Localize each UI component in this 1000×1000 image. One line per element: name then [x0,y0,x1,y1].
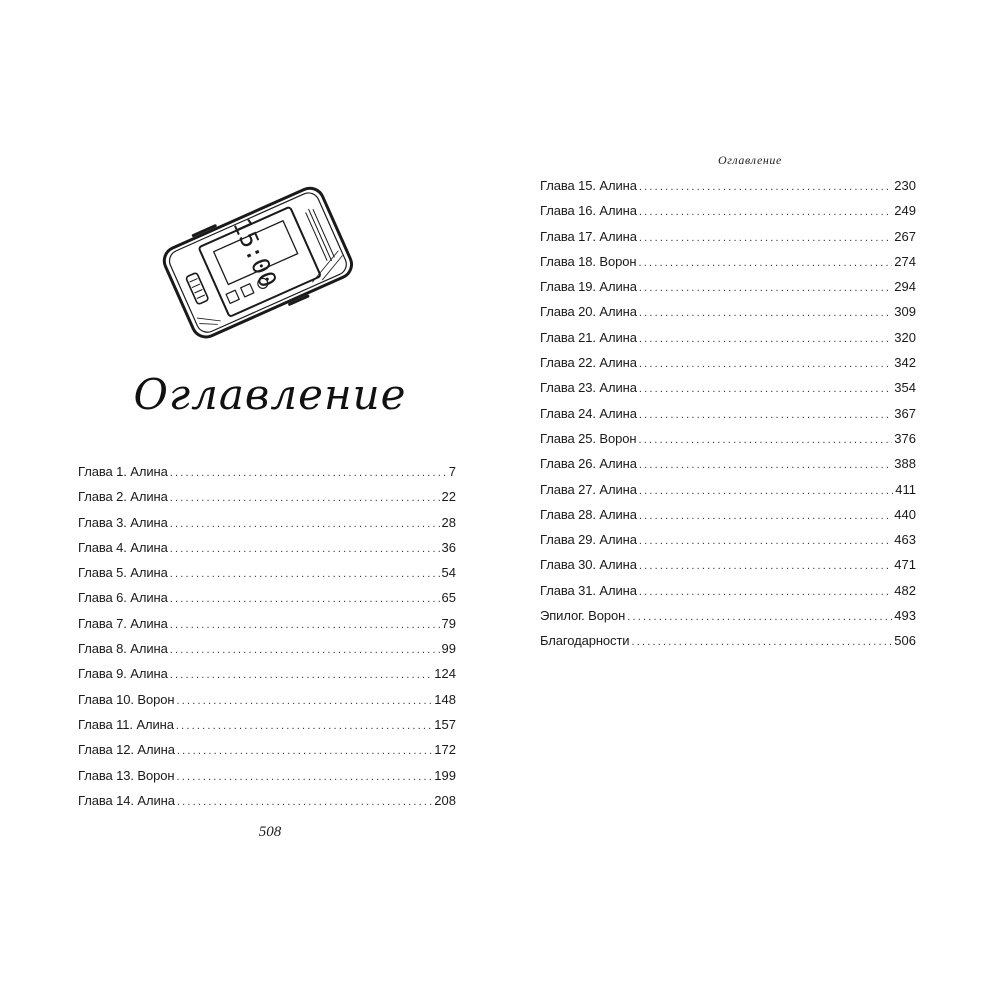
toc-entry-page: 208 [434,792,456,808]
toc-entry-title: Глава 25. Ворон [540,430,637,446]
toc-entry [78,489,456,514]
toc-entry-page: 267 [894,228,916,244]
toc-entry-page: 249 [894,203,916,219]
dot-leader [176,720,432,732]
toc-entry-page: 7 [448,464,456,479]
dot-leader [170,492,440,504]
dot-leader [176,695,432,707]
toc-entry-title: Глава 14. Алина [78,792,175,808]
toc-entry-page: 463 [894,532,916,548]
toc-entry [540,178,916,203]
dot-leader [639,307,892,319]
toc-entry-title: Глава 29. Алина [540,532,637,548]
toc-entry-title: Глава 16. Алина [540,203,637,219]
toc-entry [78,565,456,590]
toc-entry-title: Глава 11. Алина [78,716,174,732]
toc-entry [540,482,916,507]
toc-entry [540,254,916,279]
toc-entry-title: Глава 2. Алина [78,489,168,505]
toc-entry-page: 148 [434,691,456,707]
dot-leader [639,510,892,522]
toc-entry [540,532,916,557]
running-header: Оглавление [718,153,782,167]
smartphone-icon [150,175,365,350]
toc-entry-title: Глава 20. Алина [540,304,637,320]
toc-entry-page: 65 [441,590,456,606]
toc-entry [78,590,456,615]
toc-entry [540,406,916,431]
page-number: 508 [258,824,282,840]
toc-entry-title: Благодарности [540,633,630,649]
toc-entry-page: 79 [441,615,456,631]
toc-entry-title: Глава 28. Алина [540,506,637,522]
toc-entry-page: 482 [894,582,916,598]
toc-entry-title: Глава 31. Алина [540,582,637,598]
dot-leader [170,619,440,631]
toc-entry-page: 367 [894,405,916,421]
toc-entry-page: 230 [894,178,916,193]
toc-entry-page: 22 [441,489,456,505]
toc-entry-title: Глава 10. Ворон [78,691,175,707]
toc-entry-title: Глава 7. Алина [78,615,168,631]
toc-entry-title: Глава 26. Алина [540,456,637,472]
dot-leader [627,611,892,623]
toc-entry-page: 376 [894,430,916,446]
toc-entry-title: Глава 17. Алина [540,228,637,244]
toc-entry-title: Глава 9. Алина [78,666,168,682]
dot-leader [639,586,892,598]
toc-entry-title: Глава 3. Алина [78,514,168,530]
toc-entry [540,355,916,380]
dot-leader [170,467,447,479]
toc-entry-title: Глава 13. Ворон [78,767,175,783]
toc-entry [78,515,456,540]
dot-leader [638,257,892,269]
dot-leader [639,181,892,193]
toc-entry-page: 274 [894,253,916,269]
toc-entry-page: 388 [894,456,916,472]
toc-entry [540,431,916,456]
toc-entry-page: 199 [434,767,456,783]
dot-leader [638,434,892,446]
toc-entry-page: 294 [894,279,916,295]
toc-entry [540,304,916,329]
toc-list-right [540,178,916,659]
toc-entry-title: Глава 19. Алина [540,279,637,295]
page-title: Оглавление [133,370,407,419]
toc-entry-title: Глава 22. Алина [540,355,637,371]
toc-entry [78,666,456,691]
toc-entry [78,717,456,742]
toc-entry [540,507,916,532]
dot-leader [639,333,892,345]
toc-entry-page: 172 [434,742,456,758]
toc-entry-page: 342 [894,355,916,371]
toc-entry [540,330,916,355]
toc-entry-page: 471 [894,557,916,573]
toc-entry-title: Глава 30. Алина [540,557,637,573]
toc-entry-page: 320 [894,329,916,345]
toc-entry-page: 28 [441,514,456,530]
dot-leader [177,745,432,757]
dot-leader [639,459,892,471]
toc-entry [540,633,916,658]
toc-entry [540,380,916,405]
dot-leader [639,358,892,370]
dot-leader [176,771,432,783]
toc-entry-page: 411 [895,481,916,497]
toc-entry-title: Глава 1. Алина [78,464,168,479]
dot-leader [639,383,892,395]
toc-entry-title: Глава 5. Алина [78,565,168,581]
toc-entry [540,229,916,254]
toc-entry [78,742,456,767]
toc-entry [540,279,916,304]
toc-entry [78,464,456,489]
dot-leader [639,282,892,294]
dot-leader [639,232,892,244]
dot-leader [639,535,892,547]
toc-entry [540,203,916,228]
toc-entry [540,456,916,481]
toc-entry-page: 157 [434,716,456,732]
toc-entry [78,540,456,565]
toc-entry [78,616,456,641]
toc-entry-page: 36 [441,539,456,555]
dot-leader [639,485,893,497]
toc-entry-title: Глава 12. Алина [78,742,175,758]
toc-entry [540,557,916,582]
dot-leader [170,543,440,555]
toc-entry [78,793,456,818]
toc-entry-page: 354 [894,380,916,396]
toc-entry-page: 99 [441,641,456,657]
toc-entry-title: Глава 4. Алина [78,539,168,555]
toc-entry-page: 309 [894,304,916,320]
toc-list-left [78,464,456,818]
toc-entry-page: 506 [894,633,916,649]
dot-leader [639,206,892,218]
toc-entry [78,692,456,717]
right-page [500,0,1000,1000]
toc-entry-page: 493 [894,608,916,624]
dot-leader [177,796,432,808]
dot-leader [639,409,892,421]
toc-entry-title: Глава 27. Алина [540,481,637,497]
toc-entry-title: Глава 15. Алина [540,178,637,193]
toc-entry [78,768,456,793]
toc-entry-page: 54 [441,565,456,581]
toc-entry-title: Глава 23. Алина [540,380,637,396]
toc-entry-title: Глава 18. Ворон [540,253,637,269]
toc-entry-title: Эпилог. Ворон [540,608,626,624]
toc-entry-title: Глава 6. Алина [78,590,168,606]
toc-entry [78,641,456,666]
toc-entry-page: 124 [434,666,456,682]
toc-entry-title: Глава 21. Алина [540,329,637,345]
dot-leader [170,644,440,656]
toc-entry [540,608,916,633]
dot-leader [631,636,892,648]
toc-entry-page: 440 [894,506,916,522]
toc-entry-title: Глава 24. Алина [540,405,637,421]
dot-leader [170,669,433,681]
toc-entry [540,583,916,608]
dot-leader [639,560,892,572]
dot-leader [170,593,440,605]
dot-leader [170,568,440,580]
dot-leader [170,518,440,530]
clock-text: 15:00 [227,214,283,292]
toc-entry-title: Глава 8. Алина [78,641,168,657]
